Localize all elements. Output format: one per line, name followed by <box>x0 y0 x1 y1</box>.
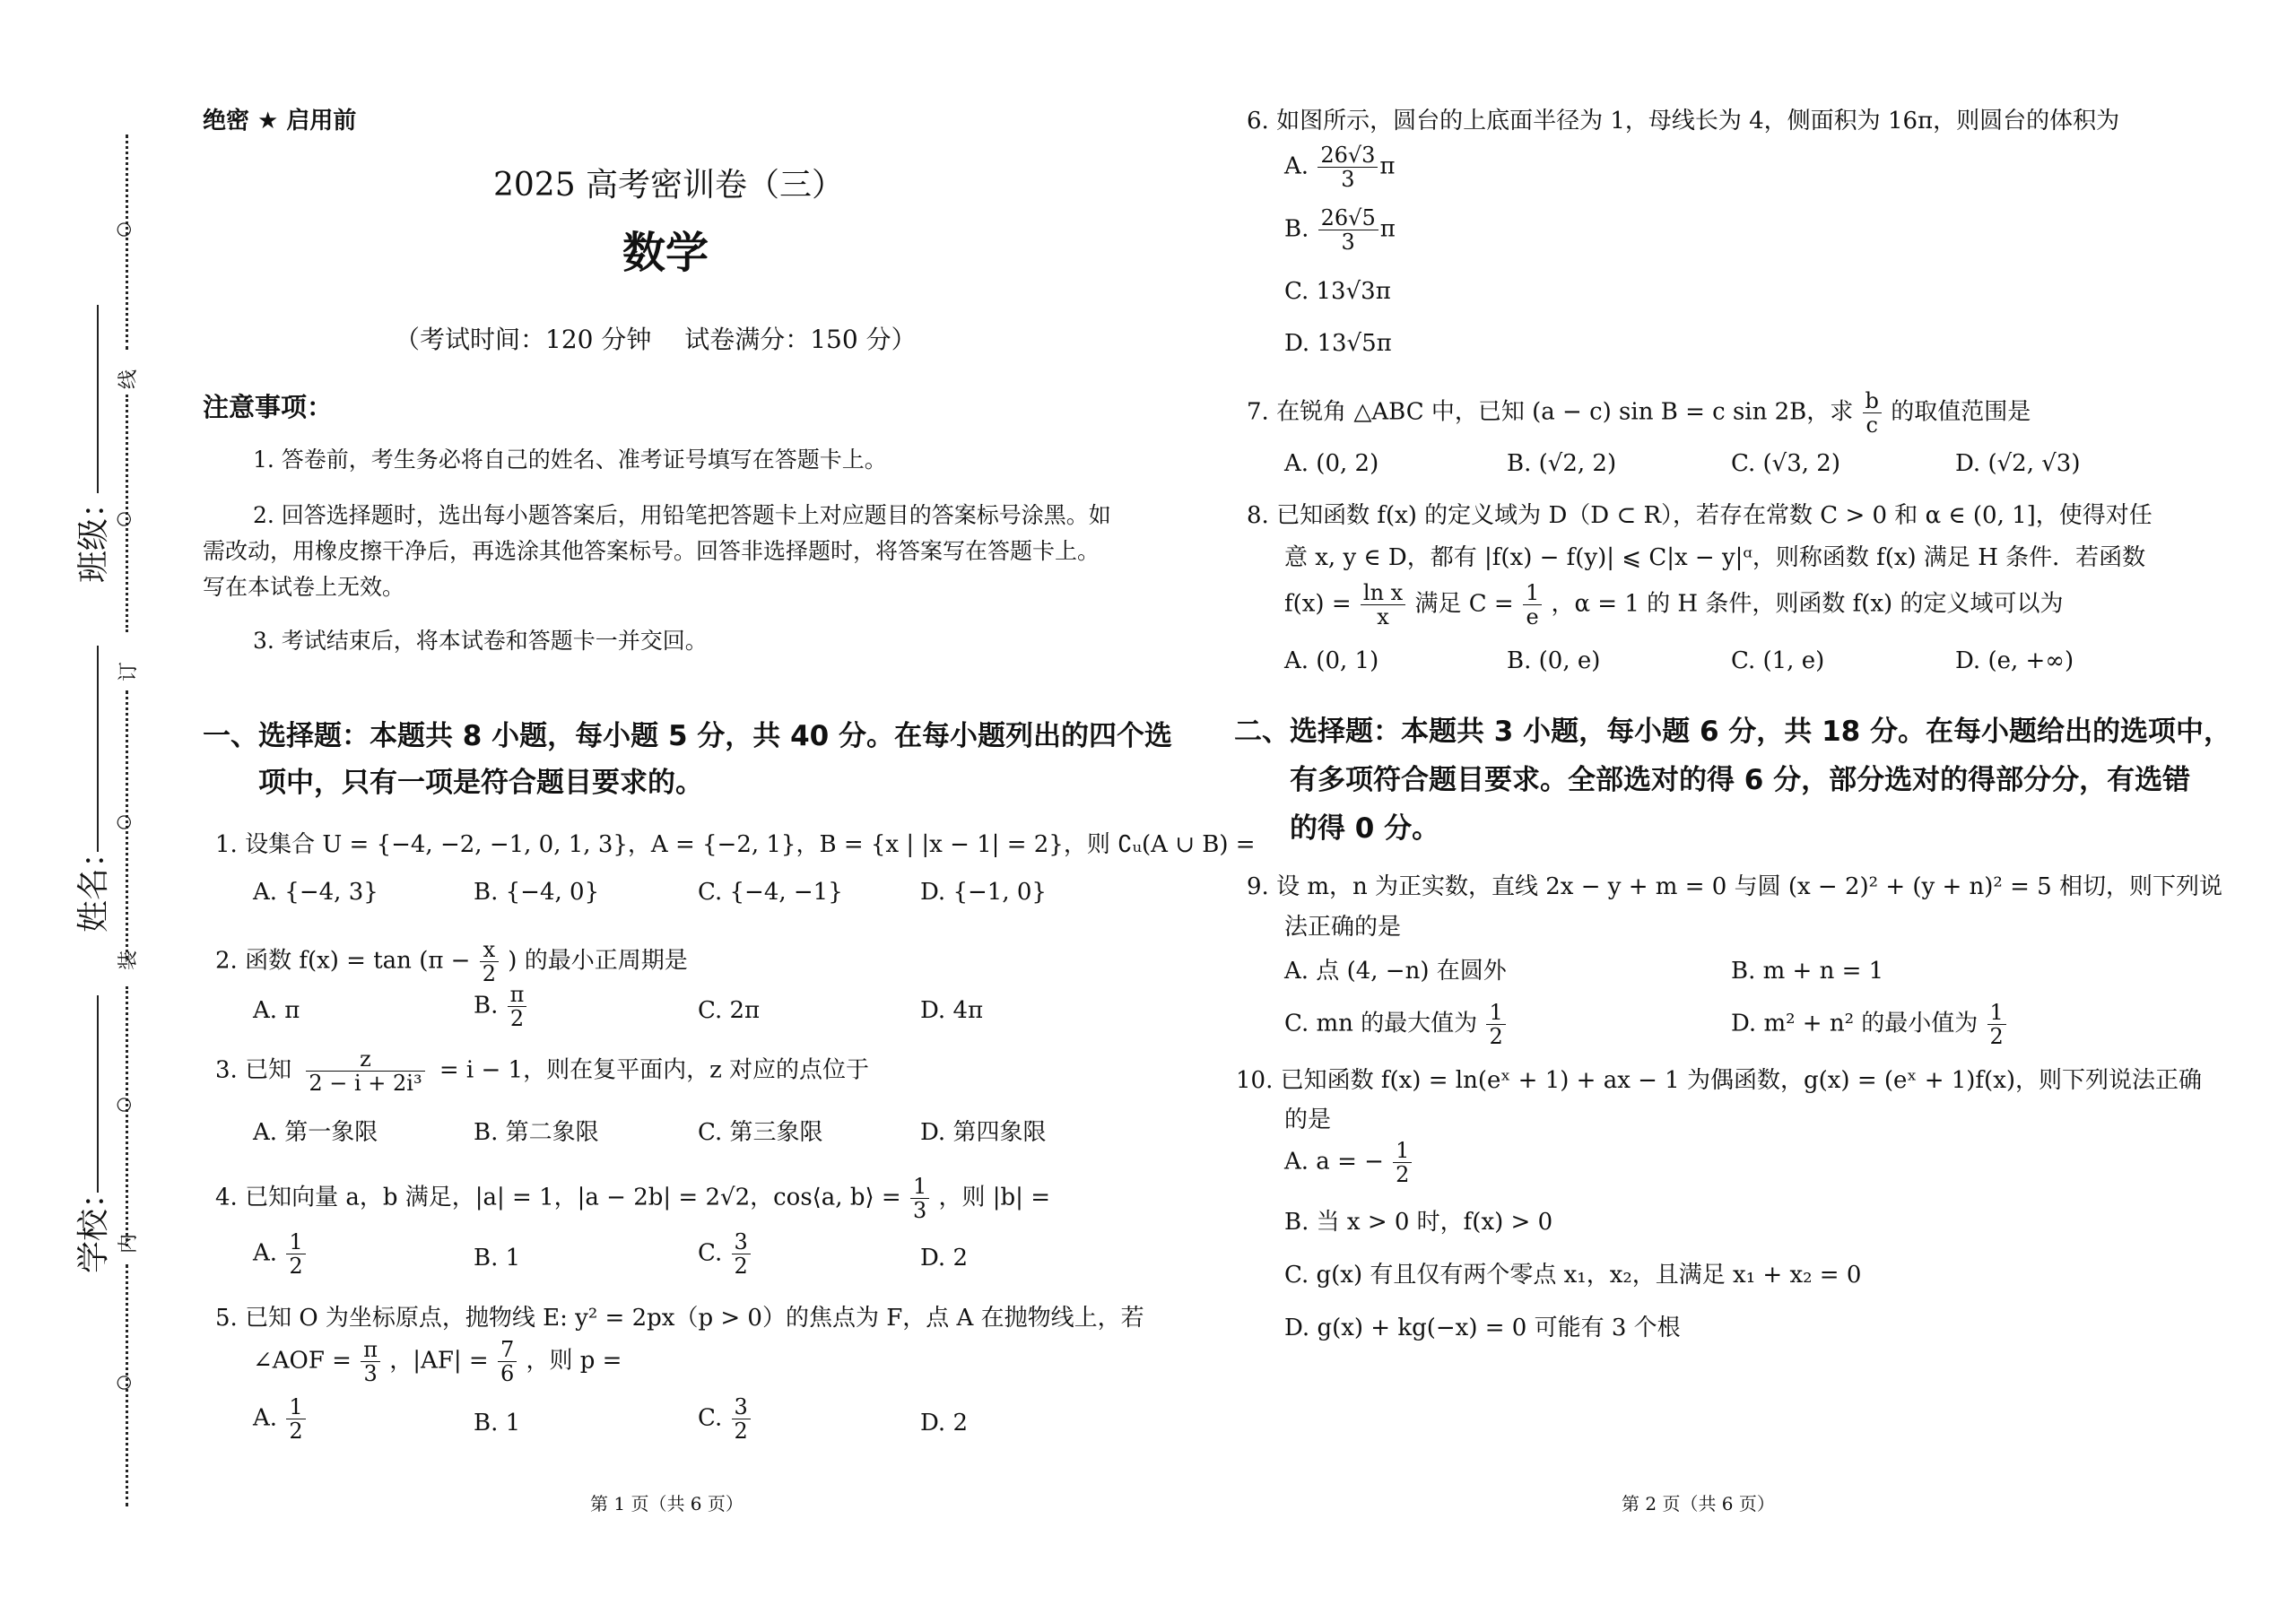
section-2-heading-cont: 有多项符合题目要求。全部选对的得 6 分，部分选对的得部分分，有选错 <box>1290 764 2191 796</box>
option-a[interactable]: A. $\frac{1}{2}$ <box>253 1230 308 1278</box>
class-blank[interactable] <box>97 305 99 493</box>
circle-mark: ○ <box>111 1097 134 1113</box>
option-c[interactable]: C. $\frac{3}{2}$ <box>698 1230 752 1278</box>
option-b[interactable]: B. 第二象限 <box>474 1119 599 1146</box>
option-c[interactable]: C. 13√3π <box>1284 278 1391 305</box>
margin-mark-nei: 内 <box>117 1233 140 1254</box>
option-d[interactable]: D. 2 <box>920 1245 968 1271</box>
option-c[interactable]: C. {−4, −1} <box>698 879 843 906</box>
time-info: （考试时间：120 分钟 试卷满分：150 分） <box>395 325 917 354</box>
question-stem: 9. 设 m，n 为正实数，直线 2x − y + m = 0 与圆 (x − 2)² + (y + n)² = 5 相切，则下列说 <box>1247 873 2222 900</box>
option-d[interactable]: D. 13√5π <box>1284 330 1392 357</box>
notice-item-2-cont: 需改动，用橡皮擦干净后，再选涂其他答案标号。回答非选择题时，将答案写在答题卡上。 <box>203 538 1100 564</box>
question-stem: 8. 已知函数 f(x) 的定义域为 D（D ⊂ R），若存在常数 C > 0 和 α ∈ (0, 1]，使得对任 <box>1247 502 2152 529</box>
question-stem: 1. 设集合 U = {−4, −2, −1, 0, 1, 3}，A = {−2, 1}，B = {x | |x − 1| = 2}，则 ∁ᵤ(A ∪ B) = <box>215 831 1256 858</box>
option-a[interactable]: A. (0, 2) <box>1284 450 1379 477</box>
circle-mark: ○ <box>111 221 134 238</box>
class-label: 班级： <box>75 485 112 583</box>
option-c[interactable]: C. (1, e) <box>1731 647 1825 674</box>
option-b[interactable]: B. (√2, 2) <box>1507 450 1617 477</box>
question-stem-cont: 的是 <box>1284 1107 1332 1133</box>
option-c[interactable]: C. g(x) 有且仅有两个零点 x₁，x₂，且满足 x₁ + x₂ = 0 <box>1284 1262 1862 1289</box>
question-stem: 4. 已知向量 a，b 满足，|a| = 1，|a − 2b| = 2√2，cos⟨a, b⟩ = $\frac{1}{3}$ ，则 |b| = <box>215 1174 1050 1223</box>
option-d[interactable]: D. m² + n² 的最小值为 $\frac{1}{2}$ <box>1731 1001 2008 1048</box>
option-d[interactable]: D. (e, +∞) <box>1955 647 2074 674</box>
fraction: $\frac{x}{2}$ <box>480 938 499 985</box>
section-1-heading: 一、选择题：本题共 8 小题，每小题 5 分，共 40 分。在每小题列出的四个选 <box>203 720 1173 752</box>
question-stem-cont: 意 x, y ∈ D，都有 |f(x) − f(y)| ⩽ C|x − y|ᵅ，则称函数 f(x) 满足 H 条件．若函数 <box>1284 544 2146 571</box>
option-a[interactable]: A. $\frac{1}{2}$ <box>253 1395 308 1443</box>
question-stem: 3. 已知 $\frac{z}{\text{2 − i + 2i³}}$ = i − 1，则在复平面内，z 对应的点位于 <box>215 1046 870 1096</box>
option-b[interactable]: B. 当 x > 0 时，f(x) > 0 <box>1284 1209 1553 1236</box>
section-2-heading-cont: 的得 0 分。 <box>1290 812 1440 845</box>
option-a[interactable]: A. 点 (4, −n) 在圆外 <box>1284 958 1507 985</box>
question-stem: 7. 在锐角 △ABC 中，已知 (a − c) sin B = c sin 2B，求 $\frac{b}{c}$ 的取值范围是 <box>1247 388 2031 438</box>
option-a[interactable]: A. 第一象限 <box>253 1119 378 1146</box>
school-label: 学校： <box>75 1176 112 1273</box>
section-1-heading-cont: 项中，只有一项是符合题目要求的。 <box>258 767 703 799</box>
option-b[interactable]: B. {−4, 0} <box>474 879 600 906</box>
option-b[interactable]: B. 1 <box>474 1410 521 1436</box>
circle-mark: ○ <box>111 814 134 830</box>
margin-mark-xian: 线 <box>117 369 140 389</box>
question-stem-cont: ∠AOF = $\frac{\pi}{3}$ ，|AF| = $\frac{7}{6}$ ，则 p = <box>253 1337 622 1386</box>
name-blank[interactable] <box>97 646 99 852</box>
question-stem: 5. 已知 O 为坐标原点，抛物线 E: y² = 2px（p > 0）的焦点为 F，点 A 在抛物线上，若 <box>215 1305 1144 1332</box>
option-a[interactable]: A. π <box>253 997 300 1024</box>
subject-title: 数学 <box>622 228 709 278</box>
option-c[interactable]: C. $\frac{3}{2}$ <box>698 1395 752 1443</box>
question-stem: 10. 已知函数 f(x) = ln(eˣ + 1) + ax − 1 为偶函数，g(x) = (eˣ + 1)f(x)，则下列说法正确 <box>1236 1067 2203 1094</box>
option-b[interactable]: B. 1 <box>474 1245 521 1271</box>
page-footer-1: 第 1 页（共 6 页） <box>590 1493 744 1515</box>
notice-title: 注意事项： <box>203 392 334 422</box>
option-d[interactable]: D. g(x) + kg(−x) = 0 可能有 3 个根 <box>1284 1315 1681 1341</box>
option-b[interactable]: B. $\frac{\pi}{2}$ <box>474 983 528 1030</box>
option-c[interactable]: C. 2π <box>698 997 761 1024</box>
margin-mark-zhuang: 装 <box>117 950 140 970</box>
option-b[interactable]: B. m + n = 1 <box>1731 958 1884 985</box>
exam-title: 2025 高考密训卷（三） <box>493 167 845 204</box>
option-d[interactable]: D. 第四象限 <box>920 1119 1047 1146</box>
option-a[interactable]: A. {−4, 3} <box>253 879 378 906</box>
option-a[interactable]: A. a = − $\frac{1}{2}$ <box>1284 1139 1413 1186</box>
option-d[interactable]: D. {−1, 0} <box>920 879 1047 906</box>
option-b[interactable]: B. $\frac{26√5}{3}$ π <box>1284 205 1396 255</box>
dotted-line <box>126 986 128 1246</box>
option-b[interactable]: B. (0, e) <box>1507 647 1601 674</box>
page-footer-2: 第 2 页（共 6 页） <box>1622 1493 1775 1515</box>
circle-mark: ○ <box>111 1375 134 1391</box>
option-a[interactable]: A. $\frac{26√3}{3}$ π <box>1284 143 1396 192</box>
school-blank[interactable] <box>97 995 99 1193</box>
section-2-heading: 二、选择题：本题共 3 小题，每小题 6 分，共 18 分。在每小题给出的选项中， <box>1234 716 2232 748</box>
dotted-line <box>126 135 128 350</box>
secret-mark: 绝密 ★ 启用前 <box>203 108 357 135</box>
question-stem-cont: f(x) = $\frac{\text{ln x}}{x}$ 满足 C = $\frac{1}{e}$ ，α = 1 的 H 条件，则函数 f(x) 的定义域可以为 <box>1284 580 2064 629</box>
option-d[interactable]: D. 2 <box>920 1410 968 1436</box>
notice-item-3: 3. 考试结束后，将本试卷和答题卡一并交回。 <box>253 628 708 654</box>
name-label: 姓名： <box>75 835 112 933</box>
option-c[interactable]: C. mn 的最大值为 $\frac{1}{2}$ <box>1284 1001 1508 1048</box>
notice-item-2: 2. 回答选择题时，选出每小题答案后，用铅笔把答题卡上对应题目的答案标号涂黑。如 <box>253 502 1111 528</box>
question-stem-cont: 法正确的是 <box>1284 914 1402 941</box>
circle-mark: ○ <box>111 511 134 527</box>
question-stem: 2. 函数 f(x) = tan (π − $\frac{x}{2}$ ) 的最小正周期是 <box>215 937 688 986</box>
notice-item-1: 1. 答卷前，考生务必将自己的姓名、准考证号填写在答题卡上。 <box>253 447 887 473</box>
option-c[interactable]: C. (√3, 2) <box>1731 450 1840 477</box>
option-c[interactable]: C. 第三象限 <box>698 1119 823 1146</box>
notice-item-2-cont: 写在本试卷上无效。 <box>203 574 405 600</box>
option-d[interactable]: D. 4π <box>920 997 984 1024</box>
option-d[interactable]: D. (√2, √3) <box>1955 450 2081 477</box>
option-a[interactable]: A. (0, 1) <box>1284 647 1379 674</box>
margin-mark-ding: 订 <box>117 661 140 681</box>
question-stem: 6. 如图所示，圆台的上底面半径为 1，母线长为 4，侧面积为 16π，则圆台的体积为 <box>1247 108 2120 135</box>
